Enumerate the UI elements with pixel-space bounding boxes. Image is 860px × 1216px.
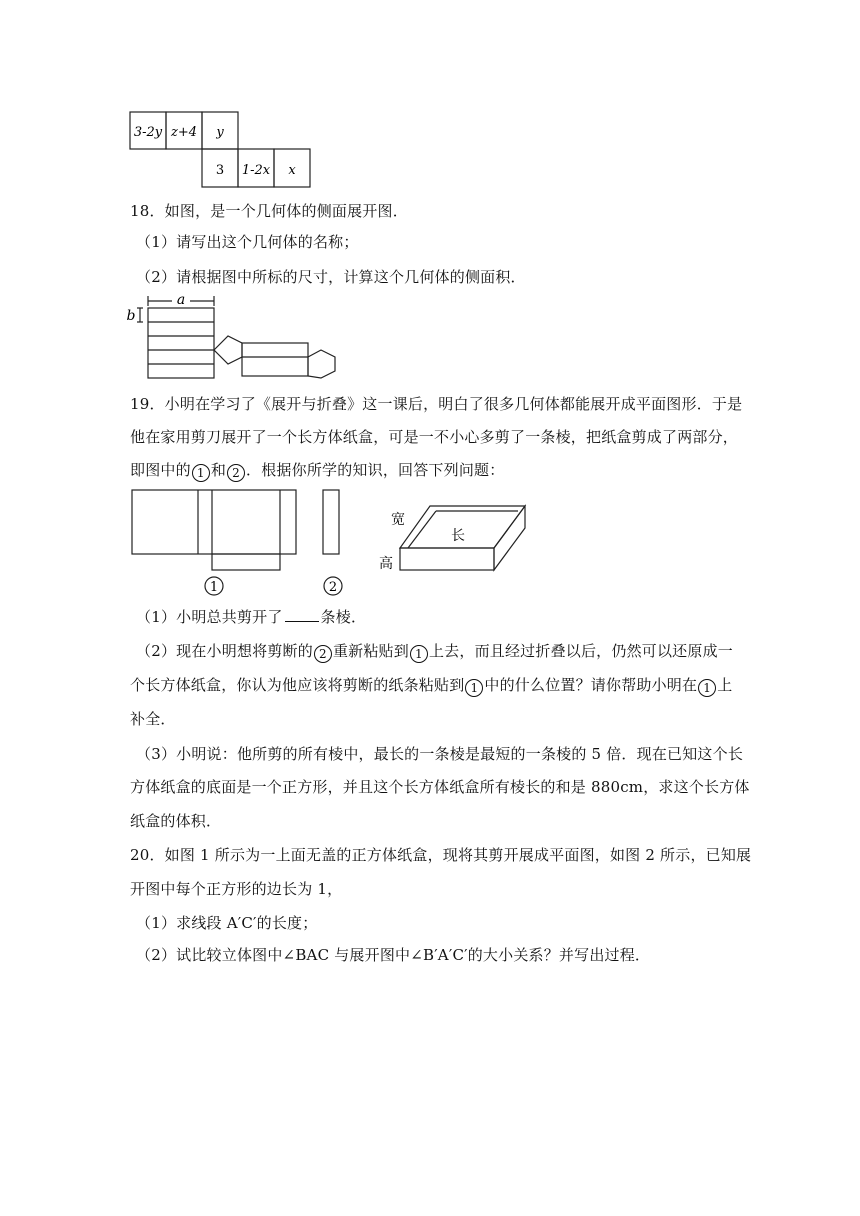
label-height: 高 xyxy=(379,556,393,572)
circle-label-2: 2 xyxy=(227,464,245,482)
q19-part1: （1）小明总共剪开了 条棱． xyxy=(136,608,367,626)
net-cell-2: z+4 xyxy=(170,125,198,140)
q18-part1: （1）请写出这个几何体的名称； xyxy=(136,233,359,251)
q19-stem-line3: 即图中的 1 和 2 ．根据你所学的知识，回答下列问题： xyxy=(130,461,505,480)
cube-net-figure xyxy=(128,110,314,190)
q19-part3-line1: （3）小明说：他所剪的所有棱中，最长的一条棱是最短的一条棱的 5 倍．现在已知这个长 xyxy=(136,745,744,763)
label-length: 长 xyxy=(451,528,465,544)
net-cell-1: 3-2y xyxy=(133,125,163,140)
net-part-1-label: 1 xyxy=(209,580,219,595)
q19-stem-line2: 他在家用剪刀展开了一个长方体纸盒，可是一不小心多剪了一条棱，把纸盒剪成了两部分， xyxy=(130,428,739,446)
q18-part2: （2）请根据图中所标的尺寸，计算这个几何体的侧面积． xyxy=(136,268,526,286)
box-3d-figure xyxy=(372,496,542,582)
box-net-figure xyxy=(128,486,358,598)
q20-stem-line1: 20．如图 1 所示为一上面无盖的正方体纸盒，现将其剪开展成平面图，如图 2 所示，已知展 xyxy=(130,846,752,864)
q19-part2-line1: （2）现在小明想将剪断的 2 重新粘贴到 1 上去，而且经过折叠以后，仍然可以还原成一 xyxy=(136,642,733,661)
dimension-b: b xyxy=(126,308,136,324)
net-cell-4: 3 xyxy=(215,163,225,178)
net-cell-5: 1-2x xyxy=(241,163,271,178)
q19-part3-line3: 纸盒的体积． xyxy=(130,812,222,830)
q19-part2-line2: 个长方体纸盒，你认为他应该将剪断的纸条粘贴到 1 中的什么位置？请你帮助小明在 1 上 xyxy=(130,676,733,695)
q20-part2: （2）试比较立体图中∠BAC 与展开图中∠B′A′C′的大小关系？并写出过程． xyxy=(136,946,651,964)
dimension-a: a xyxy=(176,292,186,308)
net-part-2-label: 2 xyxy=(328,580,338,595)
circle-label-1: 1 xyxy=(192,464,210,482)
net-cell-6: x xyxy=(288,163,296,178)
q19-part2-line3: 补全． xyxy=(130,710,176,728)
label-width: 宽 xyxy=(391,512,405,528)
q19-stem-line1: 19．小明在学习了《展开与折叠》这一课后，明白了很多几何体都能展开成平面图形．于是 xyxy=(130,395,743,413)
prism-net-figure xyxy=(128,292,343,384)
answer-blank xyxy=(285,607,319,622)
q19-part3-line2: 方体纸盒的底面是一个正方形，并且这个长方体纸盒所有棱长的和是 880cm，求这个长方体 xyxy=(130,778,750,796)
q18-stem: 18．如图，是一个几何体的侧面展开图． xyxy=(130,202,408,220)
q20-stem-line2: 开图中每个正方形的边长为 1， xyxy=(130,880,343,898)
net-cell-3: y xyxy=(216,125,224,140)
q20-part1: （1）求线段 A′C′的长度； xyxy=(136,914,318,932)
